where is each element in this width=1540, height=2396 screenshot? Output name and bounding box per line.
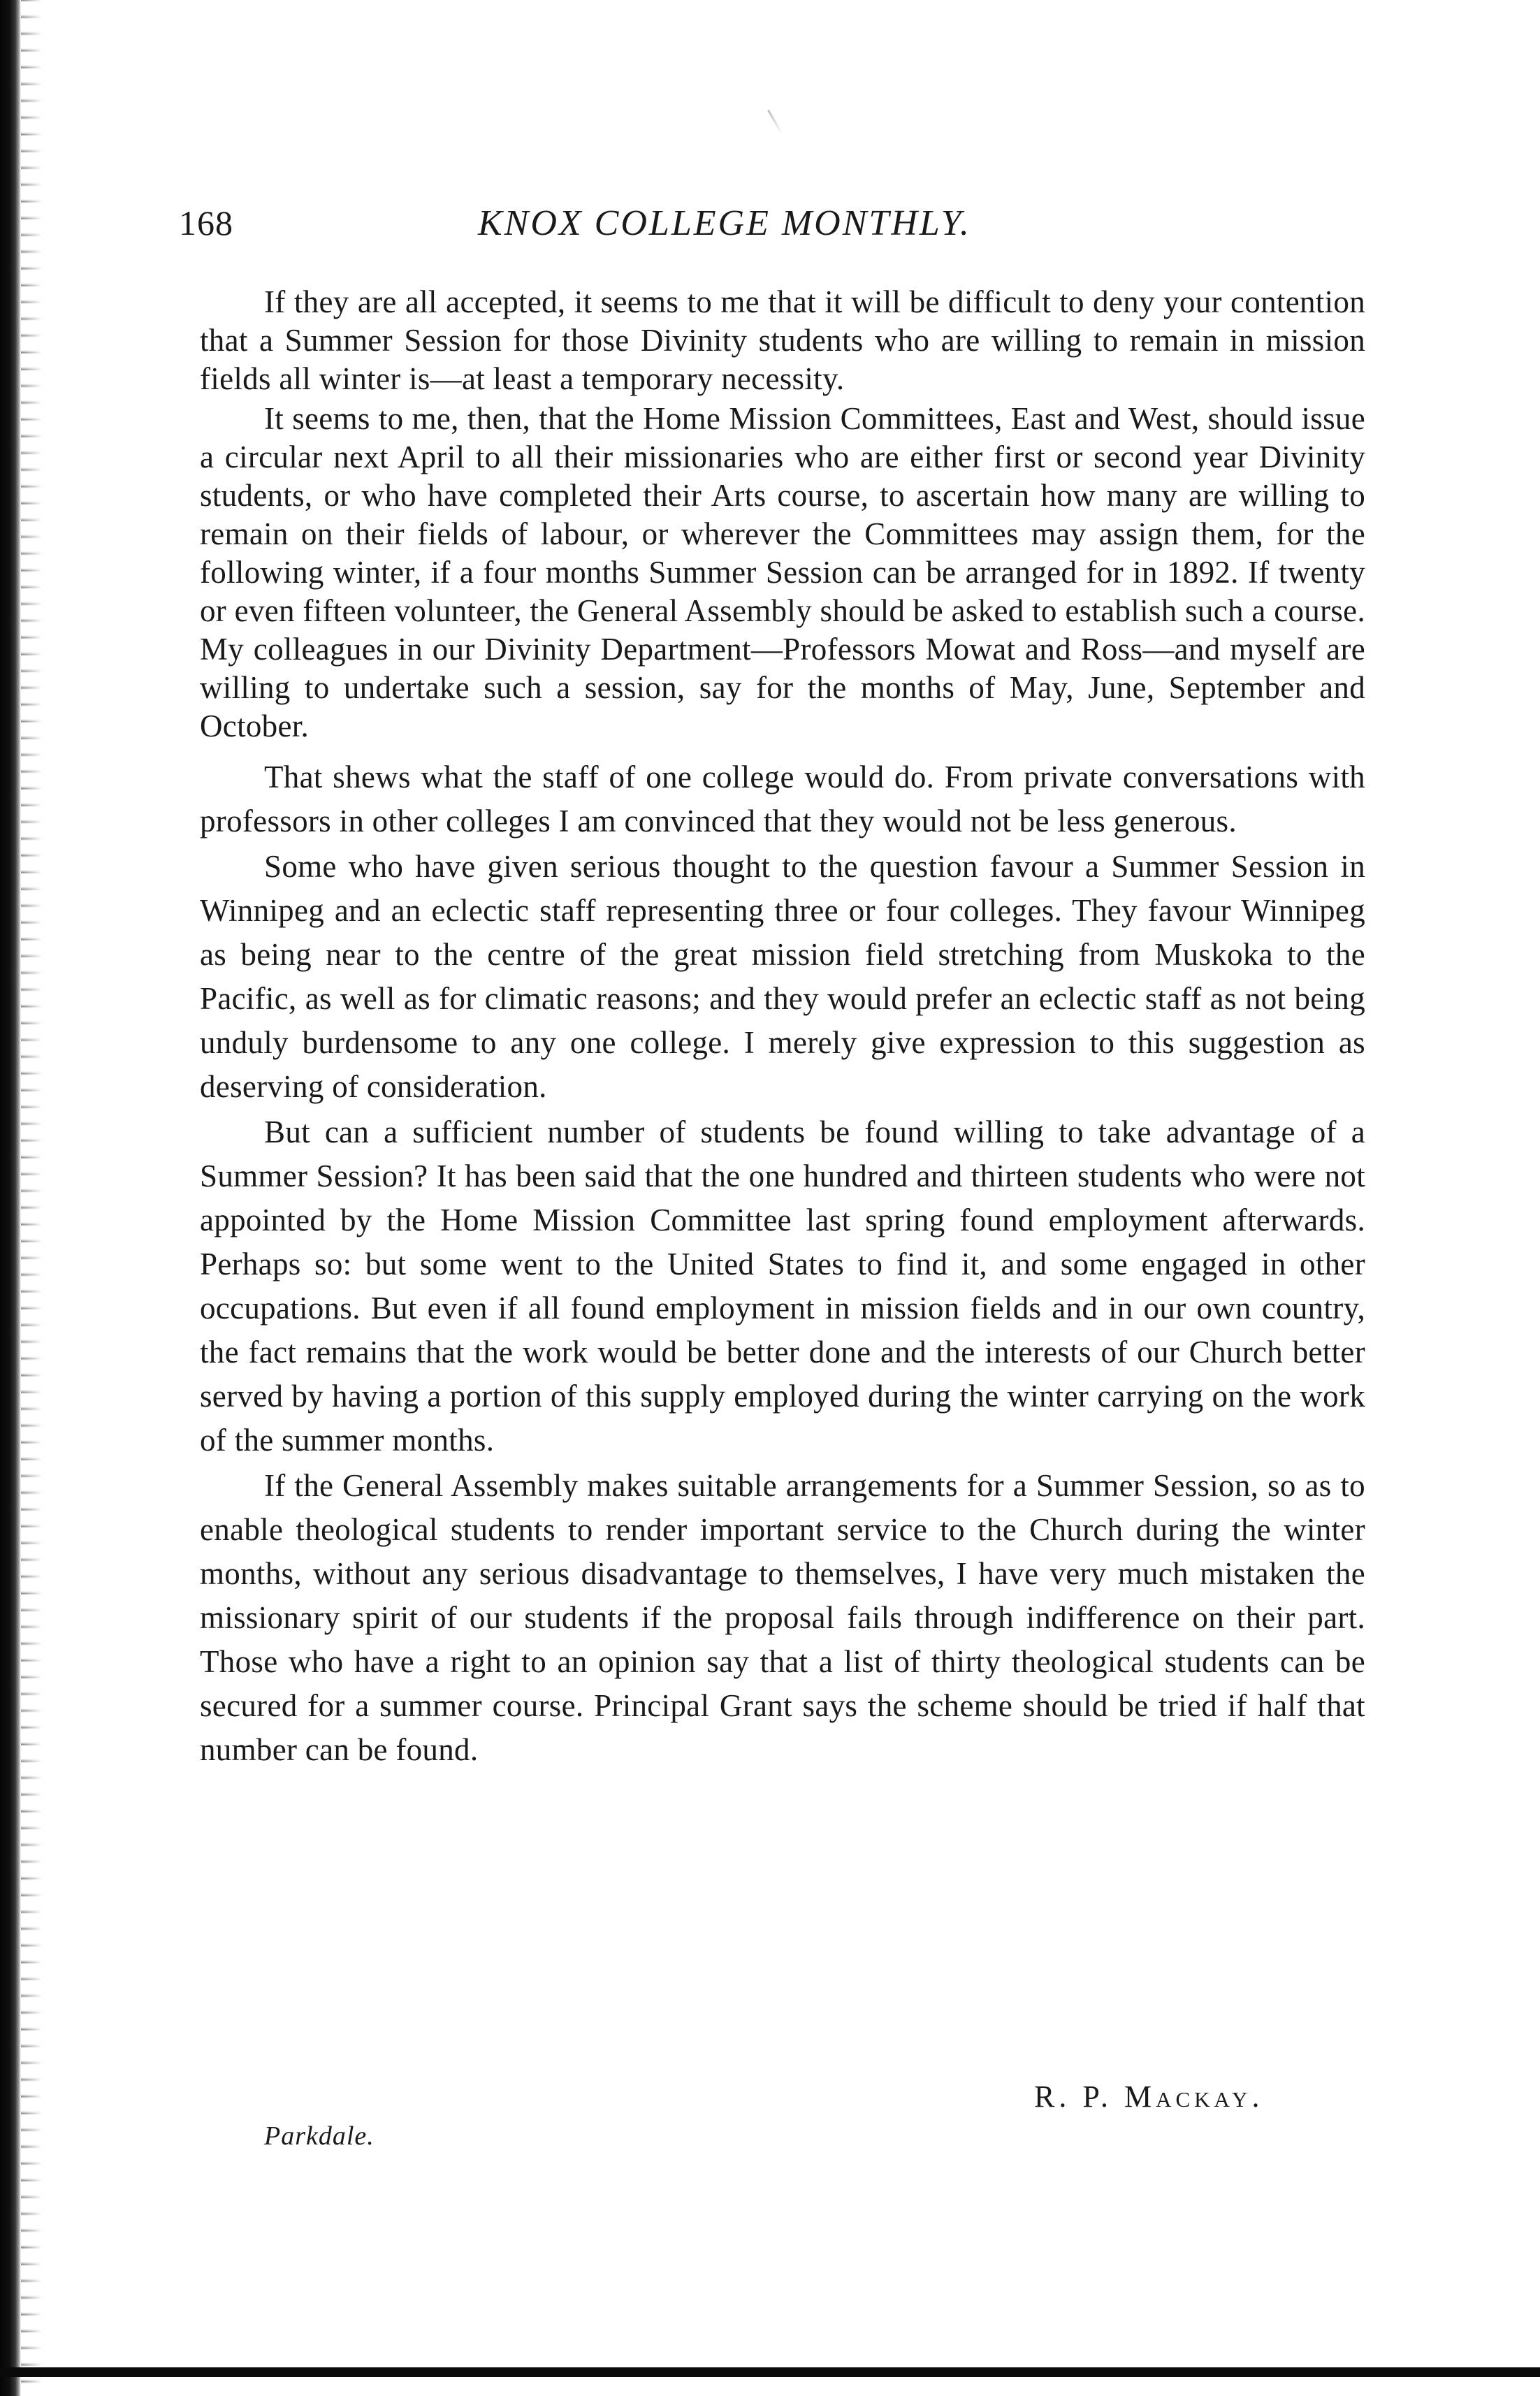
- page-number: 168: [179, 203, 233, 242]
- author-signature: R. P. Mackay.: [1034, 2079, 1264, 2114]
- running-head: [179, 203, 1367, 259]
- page-bottom-edge: [0, 2367, 1540, 2377]
- binding-edge: [0, 0, 21, 2396]
- binding-shadow: [21, 0, 42, 2396]
- paragraph-3: That shews what the staff of one college would do. From private conversations with professors in other colleges I am convinced that they would not be less generous.: [200, 760, 1365, 838]
- journal-title: KNOX COLLEGE MONTHLY.: [478, 203, 971, 243]
- paragraph-4: Some who have given serious thought to the question favour a Summer Session in Winnipeg and an eclectic staff representing three or four colleges. They favour Winnipeg as being near to the centre of the great mission field stretching from Muskoka to the Pacific, as well as for climatic reasons; and they would prefer an eclectic staff as not being unduly burdensome to any one college. I merely give expression to this suggestion as deserving of consideration.: [200, 849, 1365, 1104]
- place-line: Parkdale.: [264, 2121, 375, 2151]
- paragraph-5: But can a sufficient number of students be found willing to take advantage of a Summer Session? It has been said that the one hundred and thirteen students who were not appointed by the Home Mission Committee last spring found employment afterwards. Perhaps so: but some went to the United States to find it, and some engaged in other occupations. But even if all found employment in mission fields and in our own country, the fact remains that the work would be better done and the interests of our Church better served by having a portion of this supply employed during the winter carrying on the work of the summer months.: [200, 1114, 1365, 1458]
- article-body: [200, 283, 1365, 1772]
- paragraph-1: If they are all accepted, it seems to me that it will be difficult to deny your contention that a Summer Session for those Divinity students who are willing to remain in mission fields all winter is—at least a temporary necessity.: [200, 284, 1365, 396]
- paragraph-6: If the General Assembly makes suitable arrangements for a Summer Session, so as to enable theological students to render important service to the Church during the winter months, without any serious disadvantage to themselves, I have very much mistaken the missionary spirit of our students if the proposal fails through indifference on their part. Those who have a right to an opinion say that a list of thirty theological students can be secured for a summer course. Principal Grant says the scheme should be tried if half that number can be found.: [200, 1468, 1365, 1767]
- paragraph-2: It seems to me, then, that the Home Mission Committees, East and West, should issue a circular next April to all their missionaries who are either first or second year Divinity students, or who have completed their Arts course, to ascertain how many are willing to remain on their fields of labour, or wherever the Committees may assign them, for the following winter, if a four months Summer Session can be arranged for in 1892. If twenty or even fifteen volunteer, the General Assembly should be asked to establish such a course. My colleagues in our Divinity Department—Professors Mowat and Ross—and myself are willing to undertake such a session, say for the months of May, June, September and October.: [200, 401, 1365, 743]
- scan-artifact: [767, 110, 783, 135]
